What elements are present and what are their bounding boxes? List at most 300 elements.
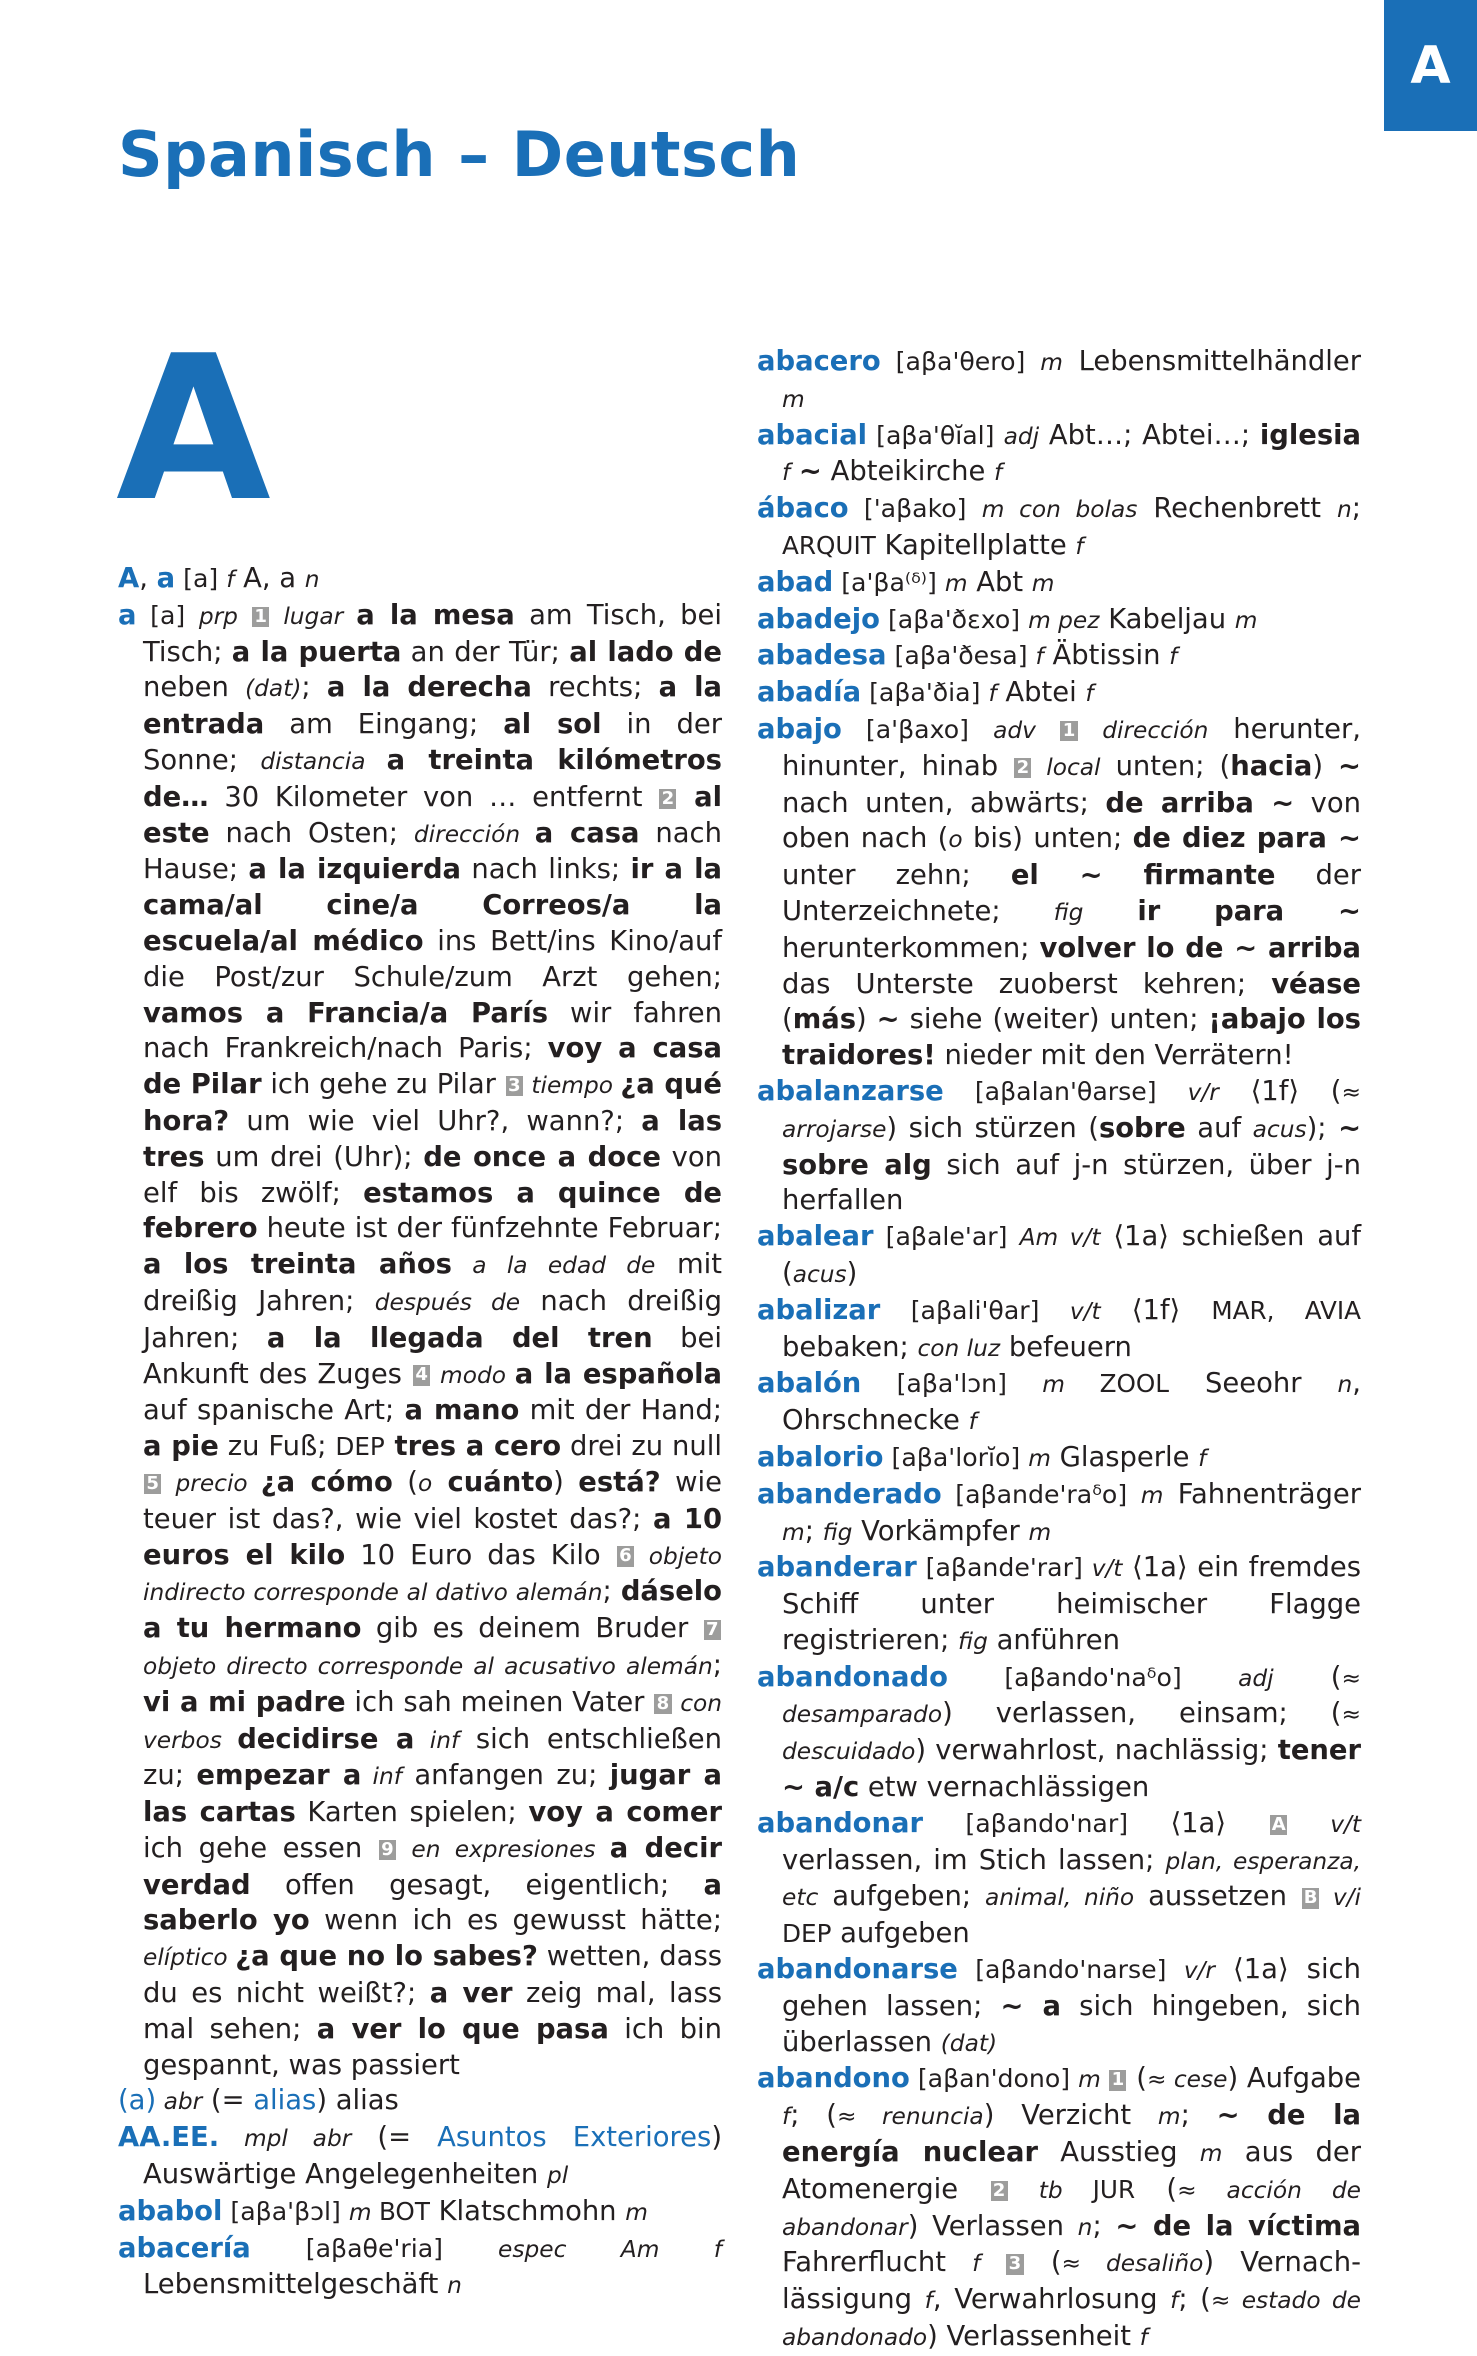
translation-text: um drei (Uhr); xyxy=(204,1141,424,1173)
entry-headword: abad xyxy=(757,566,834,598)
example-phrase: a la española xyxy=(514,1358,723,1390)
grammar-label: m xyxy=(1234,606,1258,634)
translation-text: verlassen, im Stich lassen; xyxy=(782,1844,1166,1876)
grammar-label: a la edad de xyxy=(452,1252,656,1280)
example-phrase: vamos a Francia/a París xyxy=(143,997,549,1029)
grammar-label: f xyxy=(924,2287,933,2315)
translation-text: ) Verlassenheit xyxy=(927,2321,1140,2353)
pronunciation: [aβa'ðesa] xyxy=(886,641,1036,671)
entry-headword: abajo xyxy=(757,713,842,745)
grammar-label: f xyxy=(968,1408,977,1436)
sense-number: 6 xyxy=(617,1546,634,1566)
example-phrase: a casa xyxy=(534,817,640,849)
sense-number: 1 xyxy=(252,607,269,627)
grammar-label: Am v/t xyxy=(1019,1224,1101,1252)
example-phrase: volver lo de ~ arriba xyxy=(1039,932,1361,964)
grammar-label: f xyxy=(994,459,1003,487)
dictionary-entry xyxy=(757,1366,1361,1440)
dictionary-entry xyxy=(118,598,722,2084)
grammar-label: m xyxy=(348,2198,379,2226)
translation-text: Lebensmittelgeschäft xyxy=(143,2269,448,2301)
grammar-label: pl xyxy=(547,2162,569,2190)
grammar-label: m xyxy=(1199,2140,1223,2168)
sense-number: A xyxy=(1271,1813,1286,1835)
grammar-label: fig xyxy=(822,1518,853,1546)
field-label: ARQUIT xyxy=(782,530,876,560)
translation-text: Fahrerflucht xyxy=(782,2247,973,2279)
sense-number: 2 xyxy=(991,2181,1008,2201)
translation-text: sich auf j-n stürzen, über j-n herfallen xyxy=(782,1149,1361,1217)
translation-text: Ausstieg xyxy=(1037,2137,1200,2169)
grammar-label: n xyxy=(304,566,320,593)
example-phrase: a 10 euros el kilo xyxy=(143,1503,723,1571)
pronunciation: [aβa'βɔl] xyxy=(222,2196,349,2226)
grammar-label: ≈ estado de abandonado xyxy=(782,2287,1361,2352)
grammar-label: en expresiones xyxy=(397,1835,610,1863)
left-column xyxy=(118,561,722,2304)
translation-text: auf spanische Art; xyxy=(143,1395,405,1427)
translation-text: von elf bis zwölf; xyxy=(143,1141,722,1209)
example-phrase: a decir verdad xyxy=(143,1832,722,1901)
entry-headword: abadesa xyxy=(757,640,887,672)
grammar-label: (dat) xyxy=(940,2029,998,2057)
translation-text: ( xyxy=(1127,2063,1147,2095)
example-phrase: el ~ firmante xyxy=(1010,860,1276,892)
entry-headword: ababol xyxy=(118,2195,223,2227)
example-phrase: de diez para ~ xyxy=(1132,823,1361,855)
grammar-label: f xyxy=(226,566,235,593)
example-phrase: voy a comer xyxy=(528,1797,722,1829)
grammar-label: adv xyxy=(993,716,1060,744)
example-phrase: a treinta kilómetros de… xyxy=(143,744,722,813)
grammar-label: m xyxy=(944,569,968,597)
grammar-label: con luz xyxy=(917,1334,1001,1362)
dictionary-entry xyxy=(757,1806,1361,1952)
grammar-label: m xyxy=(1040,349,1063,376)
example-phrase: a la mesa xyxy=(356,599,515,631)
translation-text xyxy=(790,456,799,487)
grammar-label: f xyxy=(988,680,997,708)
example-phrase: ir para ~ xyxy=(1083,895,1361,927)
entry-headword: abalizar xyxy=(757,1294,881,1326)
dictionary-entry xyxy=(757,1952,1361,2061)
entry-headword: ábaco xyxy=(757,493,849,525)
grammar-label: ≈ desamparado xyxy=(782,1664,1361,1729)
example-phrase: empezar a xyxy=(196,1760,362,1792)
translation-text: nach links; xyxy=(461,854,631,886)
dictionary-entry xyxy=(757,712,1361,1074)
grammar-label: (dat) xyxy=(245,675,302,703)
sense-number: 3 xyxy=(1006,2254,1023,2274)
example-phrase: ¿a que no lo sabes? xyxy=(235,1941,538,1973)
translation-text: Klatschmohn xyxy=(429,2195,626,2227)
example-phrase: jugar a las cartas xyxy=(143,1760,722,1829)
translation-text: Kabeljau xyxy=(1099,603,1235,635)
grammar-label: ≈ descuidado xyxy=(782,1701,1361,1766)
example-phrase: iglesia xyxy=(1259,419,1361,451)
pronunciation: [aβando'nar] xyxy=(923,1808,1171,1838)
dictionary-entry xyxy=(757,675,1361,712)
example-phrase: está? xyxy=(578,1466,661,1498)
dictionary-entry xyxy=(757,1440,1361,1477)
grammar-label: acus xyxy=(1252,1115,1307,1143)
grammar-label: dirección xyxy=(1078,716,1209,744)
grammar-label: n xyxy=(447,2272,462,2300)
translation-text: ⟨1a⟩ xyxy=(1170,1807,1270,1839)
sense-number: 1 xyxy=(1060,721,1077,741)
example-phrase: ir a la cama/al cine/a Correos/a la escuela/al médico xyxy=(143,854,723,957)
example-phrase: al sol xyxy=(503,709,602,741)
translation-text: der Unterzeichnete; xyxy=(782,860,1361,927)
translation-text: ⟨1f⟩ ( xyxy=(1218,1075,1342,1107)
entry-headword: abalón xyxy=(757,1368,862,1400)
translation-text: drei zu null xyxy=(561,1431,722,1463)
pronunciation: [aβali'θar] xyxy=(880,1295,1070,1325)
example-phrase: ~ xyxy=(876,1004,900,1036)
translation-text: ( xyxy=(1273,1661,1342,1693)
translation-text: ⟨1a⟩ schießen auf ( xyxy=(782,1221,1361,1289)
dictionary-entry xyxy=(757,1074,1361,1219)
grammar-label: adj xyxy=(1238,1664,1274,1692)
sense-number: 5 xyxy=(144,1474,161,1494)
grammar-label: precio xyxy=(162,1469,261,1497)
grammar-label: v/t xyxy=(1069,1297,1101,1325)
pronunciation: [aβalan'θarse] xyxy=(943,1076,1188,1106)
translation-text: ) Aufgabe xyxy=(1227,2063,1361,2095)
field-label: BOT xyxy=(378,2196,430,2226)
translation-text: ; xyxy=(1092,2210,1116,2242)
entry-headword: abanderado xyxy=(757,1478,942,1510)
translation-text: an der Tür; xyxy=(401,636,570,668)
field-label: MAR, AVIA xyxy=(1211,1295,1361,1325)
translation-text: ) Vernachlässigung xyxy=(782,2247,1361,2316)
dictionary-entry xyxy=(757,1660,1361,1806)
pronunciation: [aβa'ðia] xyxy=(861,678,989,708)
grammar-label: adj xyxy=(1003,422,1040,450)
translation-text: ( xyxy=(1135,2173,1178,2205)
dictionary-entry xyxy=(757,1219,1361,1293)
grammar-label: objeto directo corresponde al acusativo alemán xyxy=(143,1652,713,1680)
sense-number: 2 xyxy=(1014,758,1031,778)
grammar-label: elíptico xyxy=(143,1944,236,1972)
translation-text: aus der Atomenergie xyxy=(782,2137,1361,2205)
grammar-label: f xyxy=(1085,680,1094,708)
grammar-label: ≈ cese xyxy=(1146,2066,1228,2094)
pronunciation: [aβan'dono] xyxy=(909,2064,1079,2094)
grammar-label: distancia xyxy=(260,747,387,775)
translation-text: Glasperle xyxy=(1050,1441,1199,1473)
dictionary-entry xyxy=(118,2083,722,2120)
grammar-label: f xyxy=(1139,2324,1148,2352)
translation-text: ich gehe essen xyxy=(143,1832,378,1864)
grammar-label: fig xyxy=(958,1627,988,1655)
sense-number: 2 xyxy=(659,789,676,809)
grammar-label: plan, esperanza, etc xyxy=(782,1847,1362,1912)
translation-text: nach Osten; xyxy=(209,817,414,849)
example-phrase: de once a doce xyxy=(423,1141,661,1173)
example-phrase: a los treinta años xyxy=(143,1249,452,1281)
translation-text: rechts; xyxy=(531,672,659,704)
grammar-label: abr xyxy=(156,2088,203,2116)
example-phrase: a la puerta xyxy=(231,636,402,668)
example-phrase: ~ xyxy=(798,456,822,488)
translation-text: , xyxy=(139,563,157,594)
translation-text: (= xyxy=(351,2122,438,2154)
translation-text: zu Fuß; xyxy=(218,1431,336,1463)
translation-text: mit der Hand; xyxy=(519,1395,722,1427)
translation-text: nach Hause; xyxy=(143,817,722,886)
translation-text: Abt…; Abtei…; xyxy=(1039,419,1260,451)
entry-headword: abacero xyxy=(757,346,881,377)
grammar-label: n xyxy=(1337,496,1352,524)
cross-reference: alias xyxy=(253,2085,317,2117)
grammar-label: local xyxy=(1032,753,1101,781)
grammar-label: m xyxy=(1140,1481,1164,1509)
translation-text: ) Auswärtige Angelegenheiten xyxy=(143,2122,722,2191)
grammar-label: f xyxy=(1198,1444,1207,1472)
example-phrase: tres a cero xyxy=(384,1431,562,1463)
grammar-label: f xyxy=(782,2103,791,2131)
grammar-label: m con bolas xyxy=(981,496,1138,524)
grammar-label: m xyxy=(625,2198,648,2226)
entry-headword: abacería xyxy=(118,2232,251,2264)
entry-headword: a xyxy=(118,599,137,631)
example-phrase: más xyxy=(792,1004,857,1036)
dictionary-entry xyxy=(757,418,1361,492)
example-phrase: de arriba ~ xyxy=(1105,787,1295,819)
translation-text: ( xyxy=(392,1466,418,1498)
translation-text: ; ( xyxy=(790,2100,837,2132)
grammar-label: m xyxy=(782,1518,805,1546)
example-phrase: estamos a quince de febrero xyxy=(143,1177,722,1245)
translation-text: nach dreißig Jahren; xyxy=(143,1285,722,1354)
grammar-label: f xyxy=(1035,643,1044,671)
translation-text: befeuern xyxy=(1000,1331,1132,1363)
translation-text: ⟨1a⟩ ein fremdes Schiff unter heimischer Flagge registrieren; xyxy=(782,1552,1361,1656)
translation-text: 30 Kilometer von … entfernt xyxy=(208,781,659,813)
dictionary-entry xyxy=(118,2231,722,2305)
translation-text: am Eingang; xyxy=(264,709,504,741)
grammar-label: m xyxy=(782,385,805,413)
grammar-label: prp xyxy=(198,602,251,630)
dictionary-entry xyxy=(757,638,1361,675)
page-title: Spanisch – Deutsch xyxy=(118,118,801,191)
pronunciation: [aβa'lorĭo] xyxy=(883,1442,1029,1472)
grammar-label: espec Am f xyxy=(498,2235,722,2263)
grammar-label: m xyxy=(1028,1444,1051,1472)
entry-headword: A xyxy=(118,563,140,594)
grammar-label: m xyxy=(1042,1371,1100,1399)
grammar-label: v/r xyxy=(1183,1957,1216,1985)
grammar-label: ≈ acción de abandonar xyxy=(782,2176,1361,2241)
translation-text: ich bin gespannt, was passiert xyxy=(143,2013,722,2081)
dictionary-entry xyxy=(757,491,1361,565)
translation-text: Kapitellplatte xyxy=(875,529,1076,561)
sense-number: 1 xyxy=(1109,2070,1126,2090)
translation-text: Karten spielen; xyxy=(295,1797,529,1829)
example-phrase: a las tres xyxy=(143,1105,723,1173)
example-phrase: a la llegada del tren xyxy=(266,1322,653,1354)
example-phrase: ¿a qué hora? xyxy=(143,1069,722,1137)
grammar-label: f xyxy=(1075,532,1084,560)
translation-text: neben xyxy=(143,672,246,704)
translation-text: Vorkämpfer xyxy=(852,1515,1029,1547)
translation-text: sich entschließen zu; xyxy=(143,1723,723,1792)
field-label: DEP xyxy=(335,1432,385,1462)
example-phrase: dáselo a tu hermano xyxy=(143,1576,722,1645)
translation-text: das Unterste zuoberst kehren; xyxy=(782,968,1272,1000)
example-phrase: ~ de la energía nuclear xyxy=(782,2100,1361,2169)
translation-text: ) alias xyxy=(316,2085,399,2117)
grammar-label: después de xyxy=(374,1288,521,1316)
section-tab: A xyxy=(1384,0,1477,131)
pronunciation: [a'βaxo] xyxy=(841,714,994,744)
translation-text: ) sich stürzen ( xyxy=(886,1112,1099,1144)
pronunciation: [a] xyxy=(175,564,227,593)
example-phrase: ¡abajo los traidores! xyxy=(782,1004,1361,1072)
grammar-label: f xyxy=(972,2250,1006,2278)
entry-headword: abadía xyxy=(757,677,862,709)
translation-text: ) verwahrlost, nachlässig; xyxy=(915,1735,1278,1767)
grammar-label: o xyxy=(418,1469,433,1497)
entry-headword: abalear xyxy=(757,1221,874,1253)
grammar-label: m xyxy=(1031,569,1055,597)
entry-headword: a xyxy=(156,563,176,594)
translation-text: ) Verlassen xyxy=(907,2210,1078,2242)
grammar-label: con verbos xyxy=(143,1689,723,1754)
grammar-label: dirección xyxy=(413,820,535,848)
entry-headword: abadejo xyxy=(757,603,880,635)
sense-number: 9 xyxy=(379,1840,396,1860)
grammar-label: v/i xyxy=(1320,1884,1361,1912)
translation-text: Fahnenträger xyxy=(1163,1478,1361,1510)
translation-text: ⟨1a⟩ sich gehen lassen; xyxy=(782,1954,1361,2022)
translation-text: Rechenbrett xyxy=(1137,493,1337,525)
example-phrase: cuánto xyxy=(432,1466,554,1498)
pronunciation: [aβande'raᵟo] xyxy=(941,1479,1141,1509)
translation-text: offen gesagt, eigentlich; xyxy=(250,1869,704,1901)
pronunciation: [a] xyxy=(136,600,199,630)
grammar-label: modo xyxy=(431,1361,515,1389)
grammar-label: n xyxy=(1077,2213,1093,2241)
entry-headword: AA.EE. xyxy=(118,2122,220,2154)
translation-text: unten; ( xyxy=(1100,750,1231,782)
field-label: DEP xyxy=(782,1919,832,1949)
example-phrase: sobre xyxy=(1098,1112,1186,1144)
pronunciation: [aβaθe'ria] xyxy=(250,2233,499,2263)
translation-text: nach unten, abwärts; xyxy=(782,787,1106,819)
dictionary-entry xyxy=(757,1293,1361,1367)
translation-text: Abteikirche xyxy=(821,456,995,488)
grammar-label: mpl abr xyxy=(219,2125,352,2153)
grammar-label: objeto indirecto corresponde al dativo alemán xyxy=(143,1542,722,1607)
sense-number: 8 xyxy=(654,1694,671,1714)
translation-text: ; xyxy=(712,1649,722,1681)
translation-text: , Verwahrlosung xyxy=(932,2284,1171,2316)
example-phrase: a mano xyxy=(404,1395,520,1427)
translation-text: bei Ankunft des Zuges xyxy=(143,1322,723,1390)
pronunciation: [aβa'θero] xyxy=(880,347,1041,376)
translation-text: ) xyxy=(1312,750,1339,782)
translation-text: ⟨1f⟩ xyxy=(1100,1294,1212,1326)
translation-text: Lebensmittelhändler xyxy=(1062,346,1361,377)
entry-headword: abandono xyxy=(757,2063,910,2095)
translation-text: heute ist der fünfzehnte Februar; xyxy=(257,1213,722,1245)
field-label: JUR xyxy=(1092,2174,1136,2204)
translation-text: zeig mal, lass mal sehen; xyxy=(143,1978,722,2045)
example-phrase: a pie xyxy=(143,1431,219,1463)
translation-text: , Ohrschnecke xyxy=(782,1368,1361,1437)
pronunciation: [a'βa⁽ᵟ⁾] xyxy=(833,567,945,597)
pronunciation: ['aβako] xyxy=(848,494,982,524)
entry-headword: abandonado xyxy=(757,1661,948,1693)
translation-text: ( xyxy=(782,1004,793,1036)
translation-text: bis) unten; xyxy=(962,823,1133,855)
grammar-label: lugar xyxy=(270,602,357,630)
section-letter: A xyxy=(116,313,271,546)
example-phrase: hacia xyxy=(1230,750,1313,782)
grammar-label: v/t xyxy=(1288,1810,1361,1838)
grammar-label: acus xyxy=(792,1260,847,1288)
example-phrase: ~ de la víctima xyxy=(1115,2210,1361,2242)
translation-text: mit dreißig Jahren; xyxy=(143,1249,722,1317)
translation-text: Abt xyxy=(967,566,1032,598)
example-phrase: ~ sobre alg xyxy=(782,1112,1362,1181)
translation-text: wenn ich es gewusst hätte; xyxy=(309,1905,722,1937)
translation-text: etw vernachlässigen xyxy=(859,1772,1150,1804)
translation-text: sich hingeben, sich überlassen xyxy=(782,1990,1361,2058)
grammar-label: inf xyxy=(414,1726,460,1754)
sense-number: 4 xyxy=(413,1365,430,1385)
translation-text: ) verlassen, einsam; ( xyxy=(942,1698,1342,1730)
grammar-label: fig xyxy=(1053,898,1084,926)
translation-text: ) xyxy=(856,1004,877,1036)
entry-headword: abacial xyxy=(757,419,868,451)
grammar-label: m xyxy=(1028,1518,1052,1546)
translation-text: Abtei xyxy=(996,677,1086,709)
pronunciation: [aβa'θĭal] xyxy=(867,420,1004,450)
example-phrase: a la izquierda xyxy=(248,854,462,886)
grammar-label: f xyxy=(782,459,791,487)
translation-text: aufgeben; xyxy=(818,1881,986,1913)
translation-text: wir fahren nach Frankreich/nach Paris; xyxy=(143,997,722,1065)
translation-text: ; xyxy=(804,1515,823,1547)
sense-number: 3 xyxy=(506,1076,523,1096)
grammar-label: v/t xyxy=(1091,1555,1123,1583)
dictionary-entry xyxy=(118,2194,722,2231)
grammar-label: animal, niño xyxy=(985,1884,1135,1912)
dictionary-entry xyxy=(118,561,722,598)
dictionary-entry xyxy=(118,2120,722,2194)
sense-number: 7 xyxy=(704,1620,721,1640)
entry-headword: abalorio xyxy=(757,1441,884,1473)
translation-text: (= xyxy=(202,2085,254,2117)
translation-text: ; ( xyxy=(1178,2284,1211,2316)
pronunciation: [aβande'rar] xyxy=(916,1553,1092,1583)
translation-text: nieder mit den Verrätern! xyxy=(935,1040,1294,1072)
translation-text: anfangen zu; xyxy=(401,1760,610,1792)
translation-text: 10 Euro das Kilo xyxy=(345,1539,616,1571)
translation-text: ; xyxy=(1180,2100,1217,2132)
pronunciation: [aβa'ðεxo] xyxy=(879,604,1029,634)
dictionary-entry xyxy=(757,2061,1361,2355)
translation-text: am Tisch, bei Tisch; xyxy=(143,599,722,668)
example-phrase: a la derecha xyxy=(326,672,532,704)
translation-text: ; xyxy=(602,1576,621,1608)
grammar-label: m xyxy=(1078,2066,1109,2094)
translation-text: bebaken; xyxy=(782,1331,918,1363)
translation-text: ) Verzicht xyxy=(983,2100,1158,2132)
